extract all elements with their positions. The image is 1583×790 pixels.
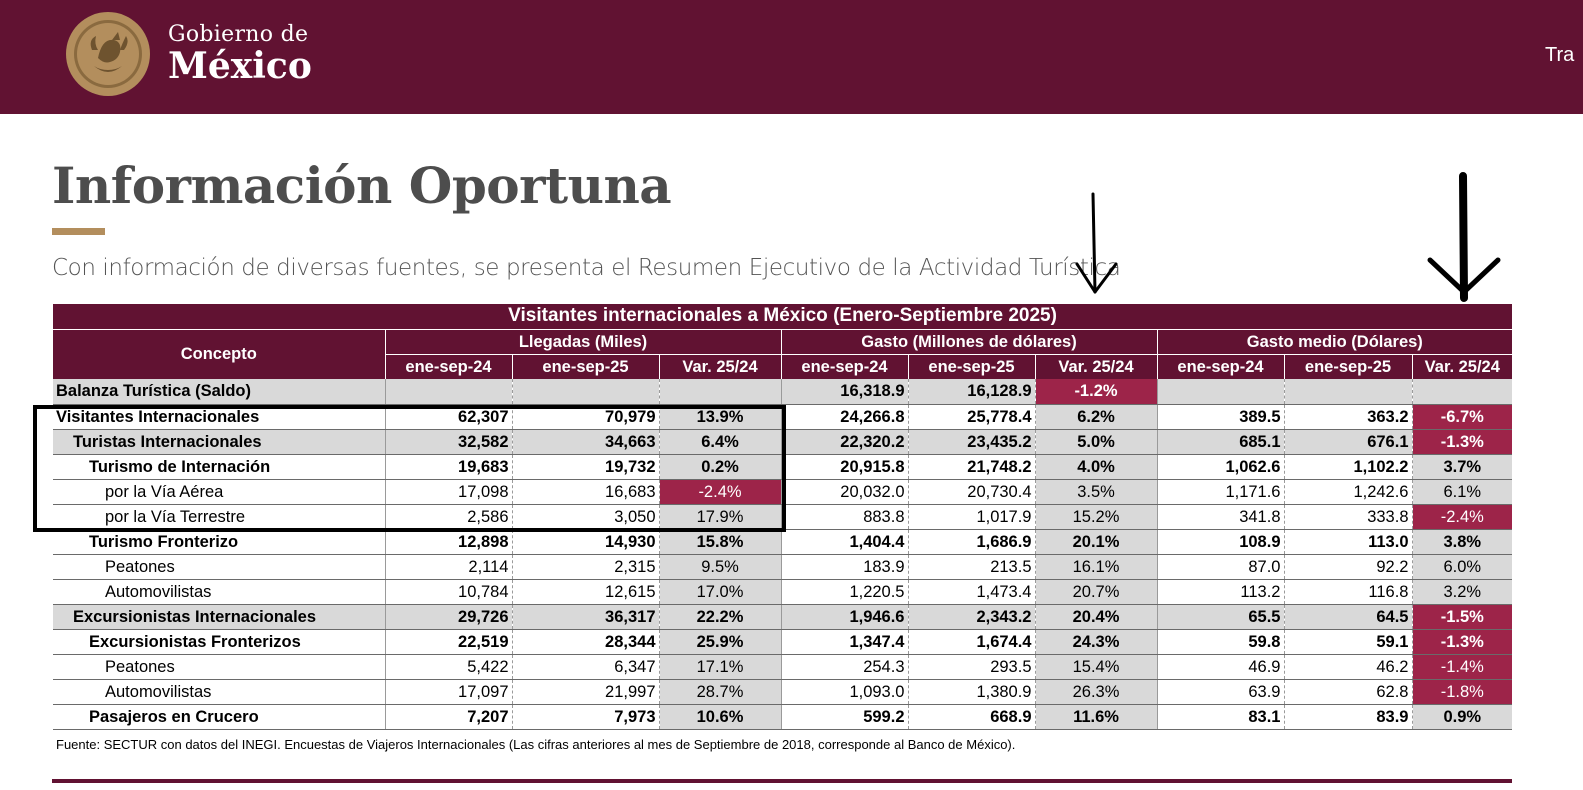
concept-cell: Automovilistas <box>53 579 385 604</box>
value-cell: 3,050 <box>512 504 659 529</box>
value-cell: 341.8 <box>1157 504 1284 529</box>
value-cell: 7,207 <box>385 704 512 729</box>
value-cell: 5,422 <box>385 654 512 679</box>
variation-cell: 6.2% <box>1035 404 1157 429</box>
variation-cell: 9.5% <box>659 554 781 579</box>
site-header <box>0 0 1583 114</box>
table-row <box>53 629 1512 654</box>
variation-cell: 24.3% <box>1035 629 1157 654</box>
value-cell: 2,114 <box>385 554 512 579</box>
variation-cell: 20.1% <box>1035 529 1157 554</box>
value-cell: 2,343.2 <box>908 604 1035 629</box>
value-cell: 83.1 <box>1157 704 1284 729</box>
value-cell: 676.1 <box>1284 429 1412 454</box>
value-cell: 1,171.6 <box>1157 479 1284 504</box>
column-header: Var. 25/24 <box>1035 354 1157 379</box>
value-cell: 62.8 <box>1284 679 1412 704</box>
group-header-spending: Gasto (Millones de dólares) <box>781 329 1157 354</box>
value-cell: 333.8 <box>1284 504 1412 529</box>
variation-cell: 28.7% <box>659 679 781 704</box>
value-cell: 12,615 <box>512 579 659 604</box>
concept-cell: Pasajeros en Crucero <box>53 704 385 729</box>
variation-cell: 15.2% <box>1035 504 1157 529</box>
bottom-rule <box>52 779 1512 783</box>
value-cell: 62,307 <box>385 404 512 429</box>
table-row <box>53 604 1512 629</box>
variation-cell: 13.9% <box>659 404 781 429</box>
column-header: Var. 25/24 <box>1412 354 1512 379</box>
page-subtitle: Con información de diversas fuentes, se presenta el Resumen Ejecutivo de la Actividad Turística <box>52 255 1121 281</box>
government-logo[interactable] <box>168 22 312 87</box>
value-cell: 254.3 <box>781 654 908 679</box>
concept-cell: Peatones <box>53 554 385 579</box>
variation-cell: 3.2% <box>1412 579 1512 604</box>
concept-cell: Excursionistas Internacionales <box>53 604 385 629</box>
value-cell: 19,732 <box>512 454 659 479</box>
variation-cell: 5.0% <box>1035 429 1157 454</box>
value-cell: 28,344 <box>512 629 659 654</box>
source-note: Fuente: SECTUR con datos del INEGI. Encuestas de Viajeros Internacionales (Las cifras anteriores al mes de Septiembre de 2018, corresponde al Banco de México). <box>56 737 1016 752</box>
table-row <box>53 704 1512 729</box>
value-cell: 19,683 <box>385 454 512 479</box>
value-cell: 1,404.4 <box>781 529 908 554</box>
value-cell: 34,663 <box>512 429 659 454</box>
concept-cell: por la Vía Terrestre <box>53 504 385 529</box>
value-cell: 116.8 <box>1284 579 1412 604</box>
value-cell: 64.5 <box>1284 604 1412 629</box>
concept-cell: por la Vía Aérea <box>53 479 385 504</box>
group-header-avg-spending: Gasto medio (Dólares) <box>1157 329 1512 354</box>
concept-cell: Peatones <box>53 654 385 679</box>
variation-cell: 20.4% <box>1035 604 1157 629</box>
value-cell: 599.2 <box>781 704 908 729</box>
value-cell: 883.8 <box>781 504 908 529</box>
value-cell: 25,778.4 <box>908 404 1035 429</box>
value-cell: 20,032.0 <box>781 479 908 504</box>
value-cell: 83.9 <box>1284 704 1412 729</box>
value-cell: 6,347 <box>512 654 659 679</box>
value-cell: 23,435.2 <box>908 429 1035 454</box>
value-cell: 1,380.9 <box>908 679 1035 704</box>
value-cell: 46.2 <box>1284 654 1412 679</box>
value-cell: 113.0 <box>1284 529 1412 554</box>
value-cell: 17,098 <box>385 479 512 504</box>
table-row <box>53 654 1512 679</box>
table-row <box>53 554 1512 579</box>
variation-cell <box>1412 379 1512 404</box>
value-cell: 65.5 <box>1157 604 1284 629</box>
value-cell: 20,915.8 <box>781 454 908 479</box>
concept-cell: Excursionistas Fronterizos <box>53 629 385 654</box>
value-cell: 92.2 <box>1284 554 1412 579</box>
value-cell: 183.9 <box>781 554 908 579</box>
value-cell: 16,683 <box>512 479 659 504</box>
table-row <box>53 529 1512 554</box>
value-cell: 1,946.6 <box>781 604 908 629</box>
value-cell: 1,473.4 <box>908 579 1035 604</box>
value-cell: 2,586 <box>385 504 512 529</box>
value-cell: 59.8 <box>1157 629 1284 654</box>
highlight-box-annotation <box>33 405 786 532</box>
column-header: Var. 25/24 <box>659 354 781 379</box>
value-cell: 20,730.4 <box>908 479 1035 504</box>
variation-cell: 3.5% <box>1035 479 1157 504</box>
value-cell: 389.5 <box>1157 404 1284 429</box>
value-cell: 17,097 <box>385 679 512 704</box>
column-header: ene-sep-24 <box>1157 354 1284 379</box>
value-cell <box>1157 379 1284 404</box>
concept-cell: Turismo de Internación <box>53 454 385 479</box>
variation-cell: 25.9% <box>659 629 781 654</box>
value-cell: 16,318.9 <box>781 379 908 404</box>
nav-link-clipped[interactable]: Tra <box>1545 44 1575 66</box>
variation-cell: -1.3% <box>1412 429 1512 454</box>
column-header: ene-sep-24 <box>385 354 512 379</box>
value-cell: 668.9 <box>908 704 1035 729</box>
value-cell: 59.1 <box>1284 629 1412 654</box>
value-cell <box>385 379 512 404</box>
variation-cell: -1.3% <box>1412 629 1512 654</box>
value-cell: 1,093.0 <box>781 679 908 704</box>
value-cell: 1,347.4 <box>781 629 908 654</box>
value-cell: 363.2 <box>1284 404 1412 429</box>
value-cell: 108.9 <box>1157 529 1284 554</box>
concept-cell: Visitantes Internacionales <box>53 404 385 429</box>
variation-cell: 3.7% <box>1412 454 1512 479</box>
concept-cell: Automovilistas <box>53 679 385 704</box>
variation-cell: 15.4% <box>1035 654 1157 679</box>
value-cell <box>512 379 659 404</box>
variation-cell: 0.9% <box>1412 704 1512 729</box>
variation-cell: 3.8% <box>1412 529 1512 554</box>
value-cell: 1,017.9 <box>908 504 1035 529</box>
variation-cell: 15.8% <box>659 529 781 554</box>
variation-cell: 22.2% <box>659 604 781 629</box>
column-header: ene-sep-25 <box>512 354 659 379</box>
variation-cell: -1.8% <box>1412 679 1512 704</box>
page-title: Información Oportuna <box>52 156 672 215</box>
value-cell: 10,784 <box>385 579 512 604</box>
variation-cell: 6.1% <box>1412 479 1512 504</box>
column-header: ene-sep-25 <box>1284 354 1412 379</box>
column-header: ene-sep-25 <box>908 354 1035 379</box>
value-cell: 14,930 <box>512 529 659 554</box>
variation-cell: 20.7% <box>1035 579 1157 604</box>
value-cell: 685.1 <box>1157 429 1284 454</box>
variation-cell <box>659 379 781 404</box>
arrow-down-icon <box>1420 170 1506 306</box>
value-cell: 16,128.9 <box>908 379 1035 404</box>
table-row <box>53 379 1512 404</box>
variation-cell: 17.1% <box>659 654 781 679</box>
value-cell: 22,320.2 <box>781 429 908 454</box>
value-cell: 1,102.2 <box>1284 454 1412 479</box>
concept-cell: Turismo Fronterizo <box>53 529 385 554</box>
value-cell: 113.2 <box>1157 579 1284 604</box>
value-cell: 2,315 <box>512 554 659 579</box>
concept-header: Concepto <box>53 329 385 379</box>
variation-cell: -1.4% <box>1412 654 1512 679</box>
variation-cell: -2.4% <box>659 479 781 504</box>
variation-cell: 26.3% <box>1035 679 1157 704</box>
value-cell: 12,898 <box>385 529 512 554</box>
group-header-arrivals: Llegadas (Miles) <box>385 329 781 354</box>
value-cell: 1,062.6 <box>1157 454 1284 479</box>
value-cell: 87.0 <box>1157 554 1284 579</box>
value-cell: 46.9 <box>1157 654 1284 679</box>
variation-cell: 10.6% <box>659 704 781 729</box>
value-cell: 63.9 <box>1157 679 1284 704</box>
variation-cell: 6.4% <box>659 429 781 454</box>
value-cell: 293.5 <box>908 654 1035 679</box>
value-cell: 213.5 <box>908 554 1035 579</box>
value-cell: 24,266.8 <box>781 404 908 429</box>
mexico-coat-of-arms-icon[interactable] <box>64 10 152 98</box>
variation-cell: 0.2% <box>659 454 781 479</box>
value-cell: 1,242.6 <box>1284 479 1412 504</box>
variation-cell: 6.0% <box>1412 554 1512 579</box>
value-cell: 1,686.9 <box>908 529 1035 554</box>
concept-cell: Balanza Turística (Saldo) <box>53 379 385 404</box>
value-cell: 22,519 <box>385 629 512 654</box>
variation-cell: -2.4% <box>1412 504 1512 529</box>
value-cell: 36,317 <box>512 604 659 629</box>
value-cell: 7,973 <box>512 704 659 729</box>
table-row <box>53 579 1512 604</box>
variation-cell: 16.1% <box>1035 554 1157 579</box>
column-header: ene-sep-24 <box>781 354 908 379</box>
title-underline <box>52 228 105 235</box>
variation-cell: 17.9% <box>659 504 781 529</box>
value-cell: 32,582 <box>385 429 512 454</box>
logo-line-2: México <box>168 45 312 87</box>
table-title: Visitantes internacionales a México (Enero-Septiembre 2025) <box>53 304 1512 329</box>
arrow-down-icon <box>1072 188 1126 300</box>
value-cell: 21,997 <box>512 679 659 704</box>
variation-cell: -1.2% <box>1035 379 1157 404</box>
logo-line-1: Gobierno de <box>168 22 309 47</box>
variation-cell: 11.6% <box>1035 704 1157 729</box>
value-cell <box>1284 379 1412 404</box>
table-row <box>53 679 1512 704</box>
variation-cell: 17.0% <box>659 579 781 604</box>
value-cell: 1,674.4 <box>908 629 1035 654</box>
value-cell: 29,726 <box>385 604 512 629</box>
value-cell: 70,979 <box>512 404 659 429</box>
variation-cell: -1.5% <box>1412 604 1512 629</box>
value-cell: 1,220.5 <box>781 579 908 604</box>
value-cell: 21,748.2 <box>908 454 1035 479</box>
variation-cell: -6.7% <box>1412 404 1512 429</box>
concept-cell: Turistas Internacionales <box>53 429 385 454</box>
variation-cell: 4.0% <box>1035 454 1157 479</box>
